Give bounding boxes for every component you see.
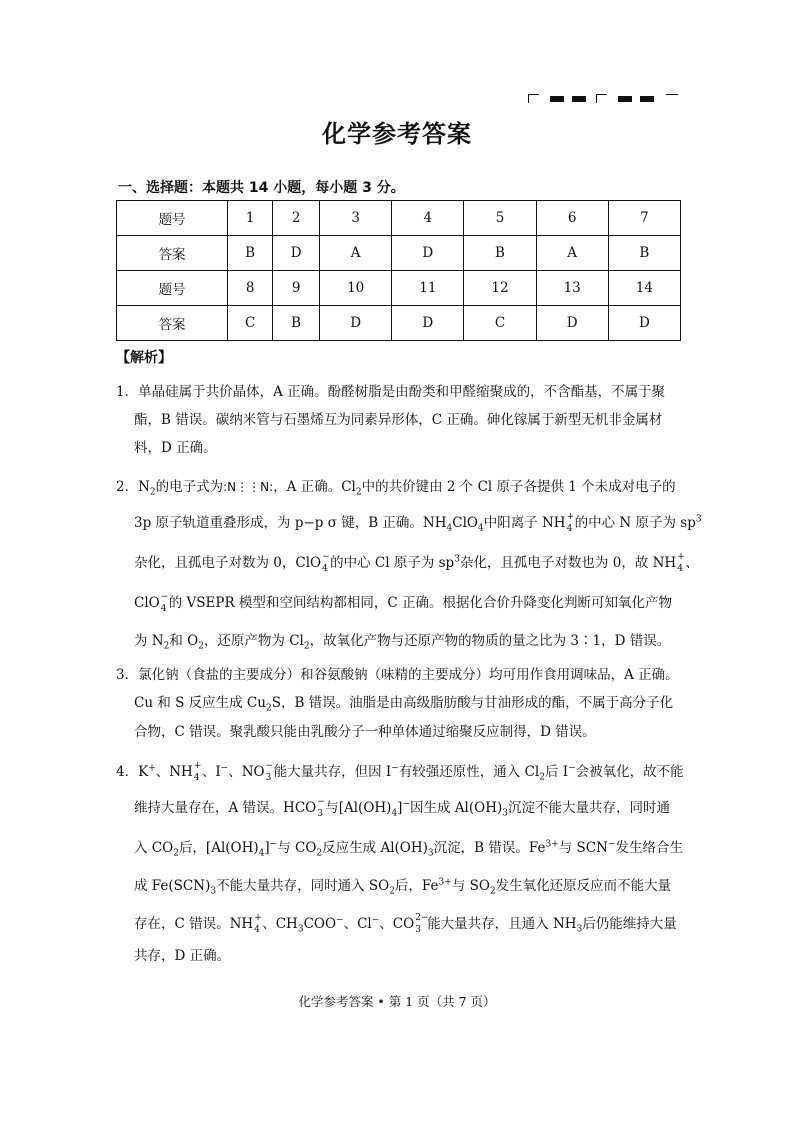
text-line xyxy=(134,691,673,714)
text-segment: 3p 原子轨道重叠形成，为 p−p σ 键，B 正确。NH xyxy=(134,515,447,531)
superscript: + xyxy=(566,511,575,522)
table-cell: 题号 xyxy=(117,271,228,306)
table-cell: 14 xyxy=(608,271,680,306)
text-segment: 、CO xyxy=(379,916,415,932)
page-title: 化学参考答案 xyxy=(322,120,472,148)
table-cell: 8 xyxy=(228,271,273,306)
block-mark xyxy=(550,96,564,102)
charge-stack xyxy=(414,912,429,935)
table-cell: 10 xyxy=(320,271,392,306)
superscript: 3 xyxy=(454,554,460,565)
table-cell: 答案 xyxy=(117,306,228,341)
table-cell: 13 xyxy=(536,271,608,306)
text-segment: 、CH xyxy=(262,916,298,932)
table-row xyxy=(117,236,681,271)
text-segment: N xyxy=(138,479,150,495)
text-line xyxy=(134,511,702,534)
table-cell: C xyxy=(464,306,536,341)
answer-table xyxy=(116,200,681,341)
table-cell: 答案 xyxy=(117,236,228,271)
table-cell: 5 xyxy=(464,201,536,236)
text-segment: ，故氧化产物与还原产物的物质的量之比为 3∶1，D 错误。 xyxy=(309,633,671,649)
analysis-heading: 【解析】 xyxy=(116,350,172,366)
superscript: − xyxy=(269,839,278,850)
text-segment: 不能大量共存，同时通入 SO xyxy=(216,878,390,894)
subscript: 2 xyxy=(355,487,362,498)
table-cell: D xyxy=(273,236,320,271)
charge-stack xyxy=(316,796,325,819)
text-segment: 、NO xyxy=(228,764,265,780)
text-segment: 中阳离子 NH xyxy=(483,515,566,531)
table-cell: 4 xyxy=(392,201,464,236)
item-number: 3． xyxy=(116,667,139,683)
superscript: + xyxy=(193,760,202,771)
subscript: 4 xyxy=(254,924,260,935)
text-segment: 维持大量存在，A 错误。HCO xyxy=(134,800,317,816)
text-segment: ] xyxy=(397,800,403,816)
text-segment: S，B 错误。油脂是由高级脂肪酸与甘油形成的酯，不属于高分子化 xyxy=(271,695,674,711)
block-mark xyxy=(640,96,654,102)
superscript: − xyxy=(402,799,410,810)
subscript: 2 xyxy=(316,848,323,859)
corner-mark xyxy=(528,94,539,103)
text-segment: 杂化，且孤电子对数为 0，ClO xyxy=(134,555,322,571)
superscript: − xyxy=(391,763,399,774)
subscript: 2 xyxy=(149,487,156,498)
text-segment: 沉淀不能大量共存，同时通 xyxy=(507,800,670,816)
subscript: 3 xyxy=(265,772,272,783)
table-row xyxy=(117,201,681,236)
subscript: 4 xyxy=(566,523,573,534)
table-cell: 7 xyxy=(608,201,680,236)
superscript: 3 xyxy=(695,514,702,525)
subscript: 4 xyxy=(677,563,683,574)
text-segment: 、Cl xyxy=(343,916,372,932)
text-line xyxy=(134,591,672,614)
table-cell: 3 xyxy=(320,201,392,236)
text-line: 共存，D 正确。 xyxy=(134,948,231,964)
block-mark xyxy=(618,96,632,102)
superscript: − xyxy=(317,796,325,807)
text-segment: ，还原产物为 Cl xyxy=(203,633,304,649)
block-mark xyxy=(572,96,586,102)
superscript: − xyxy=(322,551,330,562)
subscript: 2 xyxy=(163,641,170,652)
text-segment: 成 Fe(SCN) xyxy=(134,878,211,894)
subscript: 2 xyxy=(265,703,272,714)
text-segment: 入 CO xyxy=(134,840,174,856)
table-cell: B xyxy=(273,306,320,341)
table-cell: D xyxy=(392,236,464,271)
subscript: 3 xyxy=(502,808,508,819)
text-line xyxy=(134,629,670,652)
text-segment: ClO xyxy=(134,595,160,611)
text-segment: 存在，C 错误。NH xyxy=(134,916,254,932)
superscript: − xyxy=(336,915,344,926)
table-cell: 题号 xyxy=(117,201,228,236)
text-line xyxy=(134,796,670,819)
subscript: 2 xyxy=(539,772,545,783)
table-cell: 2 xyxy=(273,201,320,236)
superscript: − xyxy=(220,763,229,774)
subscript: 2 xyxy=(198,641,204,652)
subscript: 2 xyxy=(173,848,179,859)
item-number: 4． xyxy=(116,764,139,780)
text-segment: 发生络合生 xyxy=(615,840,683,856)
subscript: 2 xyxy=(489,886,496,897)
subscript: 4 xyxy=(258,848,265,859)
subscript: 3 xyxy=(427,848,434,859)
subscript: 3 xyxy=(415,924,421,935)
header-marks xyxy=(528,92,688,104)
table-cell: 1 xyxy=(228,201,273,236)
text-line xyxy=(116,760,684,783)
table-cell: B xyxy=(228,236,273,271)
text-segment: 反应生成 Al(OH) xyxy=(322,840,428,856)
text-segment: 沉淀，B 错误。Fe xyxy=(433,840,546,856)
item-number: 1． xyxy=(116,384,139,400)
text-segment: 与 SO xyxy=(451,878,490,894)
text-segment: 有较强还原性，通入 Cl xyxy=(398,764,540,780)
corner-mark xyxy=(596,94,607,103)
subscript: 4 xyxy=(446,523,453,534)
charge-stack xyxy=(566,511,575,534)
text-segment: 后 I xyxy=(544,764,569,780)
text-segment: 与[Al(OH) xyxy=(325,800,392,816)
subscript: 3 xyxy=(576,924,583,935)
text-line xyxy=(134,551,699,574)
line-mark xyxy=(666,94,678,95)
text-line xyxy=(116,475,676,498)
superscript: 2− xyxy=(415,912,429,923)
table-cell: D xyxy=(536,306,608,341)
text-segment: COO xyxy=(303,916,337,932)
item-number: 2． xyxy=(116,479,139,495)
table-cell: D xyxy=(320,306,392,341)
subscript: 2 xyxy=(389,886,395,897)
text-segment: 氯化钠（食盐的主要成分）和谷氨酸钠（味精的主要成分）均可用作食用调味品，A 正确。 xyxy=(138,667,679,683)
text-segment: 后仍能维持大量 xyxy=(582,916,677,932)
text-segment: 的电子式为 xyxy=(155,479,224,495)
text-line xyxy=(134,874,671,897)
text-segment: 杂化，且孤电子对数也为 0，故 NH xyxy=(459,555,677,571)
text-segment: 后，Fe xyxy=(394,878,439,894)
subscript: 4 xyxy=(193,772,200,783)
charge-stack xyxy=(676,551,685,574)
subscript: 4 xyxy=(322,563,328,574)
charge-stack xyxy=(265,760,274,783)
text-line: 料，D 正确。 xyxy=(134,440,217,456)
table-cell: D xyxy=(608,306,680,341)
text-segment: 能大量共存，且通入 NH xyxy=(427,916,577,932)
superscript: + xyxy=(254,912,262,923)
text-segment: 能大量共存，但因 I xyxy=(273,764,392,780)
charge-stack xyxy=(253,912,262,935)
table-row xyxy=(117,271,681,306)
text-line: 酯，B 错误。碳纳米管与石墨烯互为同素异形体，C 正确。砷化镓属于新型无机非金属材 xyxy=(134,412,663,428)
text-segment: 、I xyxy=(201,764,221,780)
text-line xyxy=(134,912,677,935)
text-segment: 与 CO xyxy=(277,840,317,856)
text-segment: 的 VSEPR 模型和空间结构都相同，C 正确。根据化合价升降变化判断可知氧化产物 xyxy=(168,595,673,611)
text-segment: 因生成 Al(OH) xyxy=(410,800,503,816)
table-cell: 9 xyxy=(273,271,320,306)
text-segment: 的中心 N 原子为 sp xyxy=(574,515,696,531)
subscript: 3 xyxy=(210,886,217,897)
table-cell: B xyxy=(608,236,680,271)
text-segment: Cu 和 S 反应生成 Cu xyxy=(134,695,266,711)
text-segment: 后，[Al(OH) xyxy=(178,840,259,856)
superscript: + xyxy=(148,763,156,774)
table-cell: 11 xyxy=(392,271,464,306)
text-segment: 与 SCN xyxy=(558,840,608,856)
text-line xyxy=(116,663,679,683)
text-segment: 为 N xyxy=(134,633,164,649)
superscript: − xyxy=(568,763,576,774)
text-segment: 、 xyxy=(685,555,699,571)
text-segment: 、NH xyxy=(155,764,193,780)
superscript: 3+ xyxy=(438,877,452,888)
subscript: 4 xyxy=(477,523,484,534)
text-segment: 的中心 Cl 原子为 sp xyxy=(330,555,455,571)
superscript: − xyxy=(607,839,616,850)
subscript: 4 xyxy=(391,808,398,819)
subscript: 3 xyxy=(297,924,304,935)
text-segment: ，A 正确。Cl xyxy=(273,479,356,495)
subscript: 3 xyxy=(317,808,323,819)
charge-stack xyxy=(193,760,202,783)
text-line xyxy=(134,836,683,859)
superscript: − xyxy=(265,760,274,771)
table-row xyxy=(117,306,681,341)
text-segment: 中的共价键由 2 个 Cl 原子各提供 1 个未成对电子的 xyxy=(361,479,676,495)
table-cell: B xyxy=(464,236,536,271)
superscript: − xyxy=(371,915,380,926)
table-cell: C xyxy=(228,306,273,341)
superscript: + xyxy=(677,551,685,562)
table-cell: D xyxy=(392,306,464,341)
table-cell: A xyxy=(320,236,392,271)
text-segment: 发生氧化还原反应而不能大量 xyxy=(495,878,672,894)
text-segment: 会被氧化，故不能 xyxy=(575,764,684,780)
table-cell: 12 xyxy=(464,271,536,306)
table-cell: 6 xyxy=(536,201,608,236)
text-line: 合物，C 错误。聚乳酸只能由乳酸分子一种单体通过缩聚反应制得，D 错误。 xyxy=(134,724,596,740)
subscript: 2 xyxy=(303,641,310,652)
section-heading: 一、选择题：本题共 14 小题，每小题 3 分。 xyxy=(118,180,405,196)
text-segment: K xyxy=(138,764,149,780)
text-segment: 单晶硅属于共价晶体，A 正确。酚醛树脂是由酚类和甲醛缩聚成的，不含酯基，不属于聚 xyxy=(138,384,666,400)
text-segment: ] xyxy=(264,840,270,856)
page-footer: 化学参考答案 • 第 1 页（共 7 页） xyxy=(298,994,496,1009)
superscript: 3+ xyxy=(545,839,559,850)
text-line xyxy=(116,380,665,400)
superscript: − xyxy=(160,591,169,602)
charge-stack xyxy=(321,551,330,574)
subscript: 4 xyxy=(160,603,167,614)
text-segment: ClO xyxy=(452,515,478,531)
table-cell: A xyxy=(536,236,608,271)
text-segment: 和 O xyxy=(169,633,199,649)
charge-stack xyxy=(160,591,169,614)
electron-formula: :N⋮⋮N: xyxy=(223,480,274,494)
